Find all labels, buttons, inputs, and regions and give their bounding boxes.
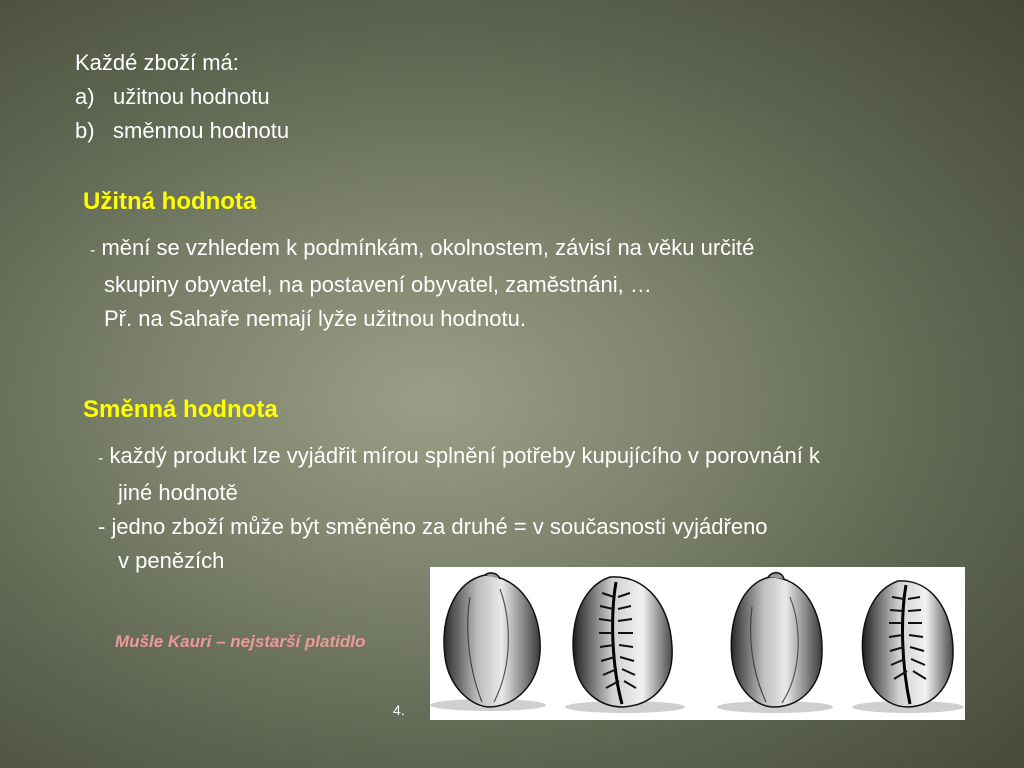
list-item-text: směnnou hodnotu xyxy=(113,118,290,143)
heading-use-value: Užitná hodnota xyxy=(83,188,257,215)
dash: - xyxy=(90,242,96,259)
use-value-line-1-text: mění se vzhledem k podmínkám, okolnostem, závisí na věku určité xyxy=(101,235,755,260)
intro-item-a xyxy=(75,84,270,110)
exchange-value-text-block xyxy=(98,439,820,578)
list-marker: b) xyxy=(75,118,95,143)
cowrie-shells-image xyxy=(430,567,965,720)
heading-exchange-value: Směnná hodnota xyxy=(83,396,278,423)
exchange-value-line-2: jiné hodnotě xyxy=(118,480,238,505)
shell-back-view-1 xyxy=(430,573,546,711)
list-item-text: užitnou hodnotu xyxy=(113,84,270,109)
dash: - xyxy=(98,450,104,467)
shell-aperture-view-2 xyxy=(852,581,964,713)
shell-aperture-view-1 xyxy=(565,577,685,713)
use-value-line-2: skupiny obyvatel, na postavení obyvatel, zaměstnáni, … xyxy=(104,272,652,297)
image-caption: Mušle Kauri – nejstarší platidlo xyxy=(115,632,366,651)
shell-back-view-2 xyxy=(717,573,833,713)
exchange-value-line-4: v penězích xyxy=(118,548,225,573)
intro-item-b xyxy=(75,118,289,144)
intro-title: Každé zboží má: xyxy=(75,50,239,75)
list-marker: a) xyxy=(75,84,95,109)
use-value-text-block xyxy=(90,231,754,336)
use-value-line-3: Př. na Sahaře nemají lyže užitnou hodnotu. xyxy=(104,306,526,331)
exchange-value-line-1-text: každý produkt lze vyjádřit mírou splnění potřeby kupujícího v porovnání k xyxy=(109,443,820,468)
exchange-value-line-3: - jedno zboží může být směněno za druhé = v současnosti vyjádřeno xyxy=(98,514,768,539)
page-number: 4. xyxy=(393,702,405,718)
use-value-line-1 xyxy=(90,231,754,268)
exchange-value-line-1 xyxy=(98,439,820,476)
